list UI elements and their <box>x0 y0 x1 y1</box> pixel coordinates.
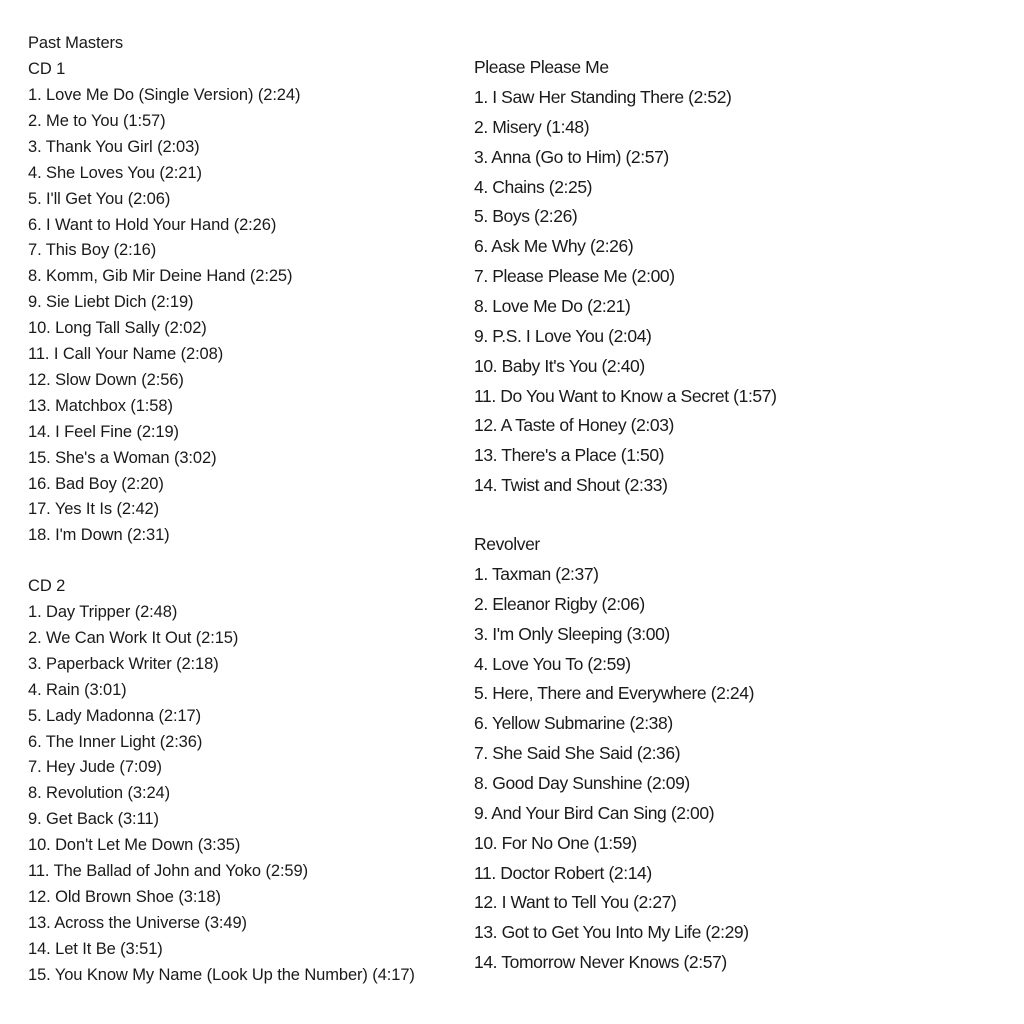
track-list-item: 4. Love You To (2:59) <box>474 653 631 674</box>
track-list-item: 6. Yellow Submarine (2:38) <box>474 713 673 734</box>
track-list-item: 8. Love Me Do (2:21) <box>474 295 631 316</box>
track-list-item: 1. I Saw Her Standing There (2:52) <box>474 87 732 107</box>
track-list-item: 12. Old Brown Shoe (3:18) <box>28 887 221 906</box>
track-list-item: 8. Komm, Gib Mir Deine Hand (2:25) <box>28 267 293 286</box>
track-list-item: 4. Chains (2:25) <box>474 176 593 197</box>
track-list-item: 15. She's a Woman (3:02) <box>28 448 217 467</box>
track-list-item: 4. She Loves You (2:21) <box>28 163 202 182</box>
track-list-item: 10. For No One (1:59) <box>474 832 637 853</box>
track-list-item: 9. P.S. I Love You (2:04) <box>474 325 652 346</box>
track-list-item: 3. Thank You Girl (2:03) <box>28 137 200 156</box>
track-list-item: 2. Misery (1:48) <box>474 116 590 137</box>
track-list-item: 14. Twist and Shout (2:33) <box>474 475 668 496</box>
album-title-revolver: Revolver <box>474 534 540 554</box>
track-list-item: 2. Eleanor Rigby (2:06) <box>474 593 645 614</box>
cd2-heading: CD 2 <box>28 577 66 595</box>
track-list-item: 14. Tomorrow Never Knows (2:57) <box>474 952 727 973</box>
track-list-item: 9. Sie Liebt Dich (2:19) <box>28 293 194 312</box>
track-list-item: 11. Doctor Robert (2:14) <box>474 862 652 883</box>
track-list-item: 12. A Taste of Honey (2:03) <box>474 415 674 436</box>
track-list-item: 13. There's a Place (1:50) <box>474 445 665 466</box>
track-list-item: 5. I'll Get You (2:06) <box>28 189 171 208</box>
track-list-item: 7. Please Please Me (2:00) <box>474 266 675 287</box>
track-list-item: 10. Baby It's You (2:40) <box>474 355 645 376</box>
track-list-item: 1. Taxman (2:37) <box>474 564 599 584</box>
track-list-item: 3. Paperback Writer (2:18) <box>28 654 219 673</box>
track-list-item: 14. Let It Be (3:51) <box>28 939 163 958</box>
track-list-item: 17. Yes It Is (2:42) <box>28 500 159 519</box>
track-list-item: 14. I Feel Fine (2:19) <box>28 422 179 441</box>
track-list-item: 1. Day Tripper (2:48) <box>28 603 178 621</box>
track-list-item: 7. This Boy (2:16) <box>28 241 157 260</box>
track-list-item: 3. Anna (Go to Him) (2:57) <box>474 146 669 167</box>
track-list-item: 9. And Your Bird Can Sing (2:00) <box>474 802 715 823</box>
album-title-past-masters: Past Masters <box>28 34 124 52</box>
track-list-item: 6. Ask Me Why (2:26) <box>474 236 634 257</box>
album-title-please-please-me: Please Please Me <box>474 57 609 77</box>
track-list-item: 5. Boys (2:26) <box>474 206 578 227</box>
track-list-item: 1. Love Me Do (Single Version) (2:24) <box>28 86 301 104</box>
track-list-item: 2. We Can Work It Out (2:15) <box>28 628 239 647</box>
track-list-item: 8. Revolution (3:24) <box>28 784 170 803</box>
track-list-item: 5. Here, There and Everywhere (2:24) <box>474 683 755 704</box>
track-list-item: 11. The Ballad of John and Yoko (2:59) <box>28 862 308 880</box>
track-list-item: 5. Lady Madonna (2:17) <box>28 706 201 725</box>
track-list-item: 13. Got to Get You Into My Life (2:29) <box>474 922 749 943</box>
track-list-item: 3. I'm Only Sleeping (3:00) <box>474 623 670 644</box>
track-list-item: 6. I Want to Hold Your Hand (2:26) <box>28 215 277 234</box>
track-list-item: 10. Long Tall Sally (2:02) <box>28 319 207 338</box>
track-list-item: 13. Across the Universe (3:49) <box>28 913 247 932</box>
track-list-item: 6. The Inner Light (2:36) <box>28 732 203 751</box>
track-list-item: 2. Me to You (1:57) <box>28 111 166 130</box>
track-list-item: 9. Get Back (3:11) <box>28 810 159 829</box>
track-list-item: 15. You Know My Name (Look Up the Number) (4:17) <box>28 965 415 984</box>
track-list-item: 18. I'm Down (2:31) <box>28 526 170 545</box>
track-list-item: 12. Slow Down (2:56) <box>28 370 184 389</box>
track-list-item: 11. I Call Your Name (2:08) <box>28 345 224 363</box>
track-list-item: 7. Hey Jude (7:09) <box>28 758 162 777</box>
track-list-item: 4. Rain (3:01) <box>28 680 127 699</box>
track-list-item: 13. Matchbox (1:58) <box>28 396 173 415</box>
track-list-item: 12. I Want to Tell You (2:27) <box>474 892 677 913</box>
track-list-item: 7. She Said She Said (2:36) <box>474 743 681 764</box>
track-list-item: 8. Good Day Sunshine (2:09) <box>474 772 690 793</box>
cd1-heading: CD 1 <box>28 60 66 78</box>
track-list-item: 11. Do You Want to Know a Secret (1:57) <box>474 385 777 406</box>
track-list-item: 10. Don't Let Me Down (3:35) <box>28 836 241 855</box>
track-list-item: 16. Bad Boy (2:20) <box>28 474 164 493</box>
